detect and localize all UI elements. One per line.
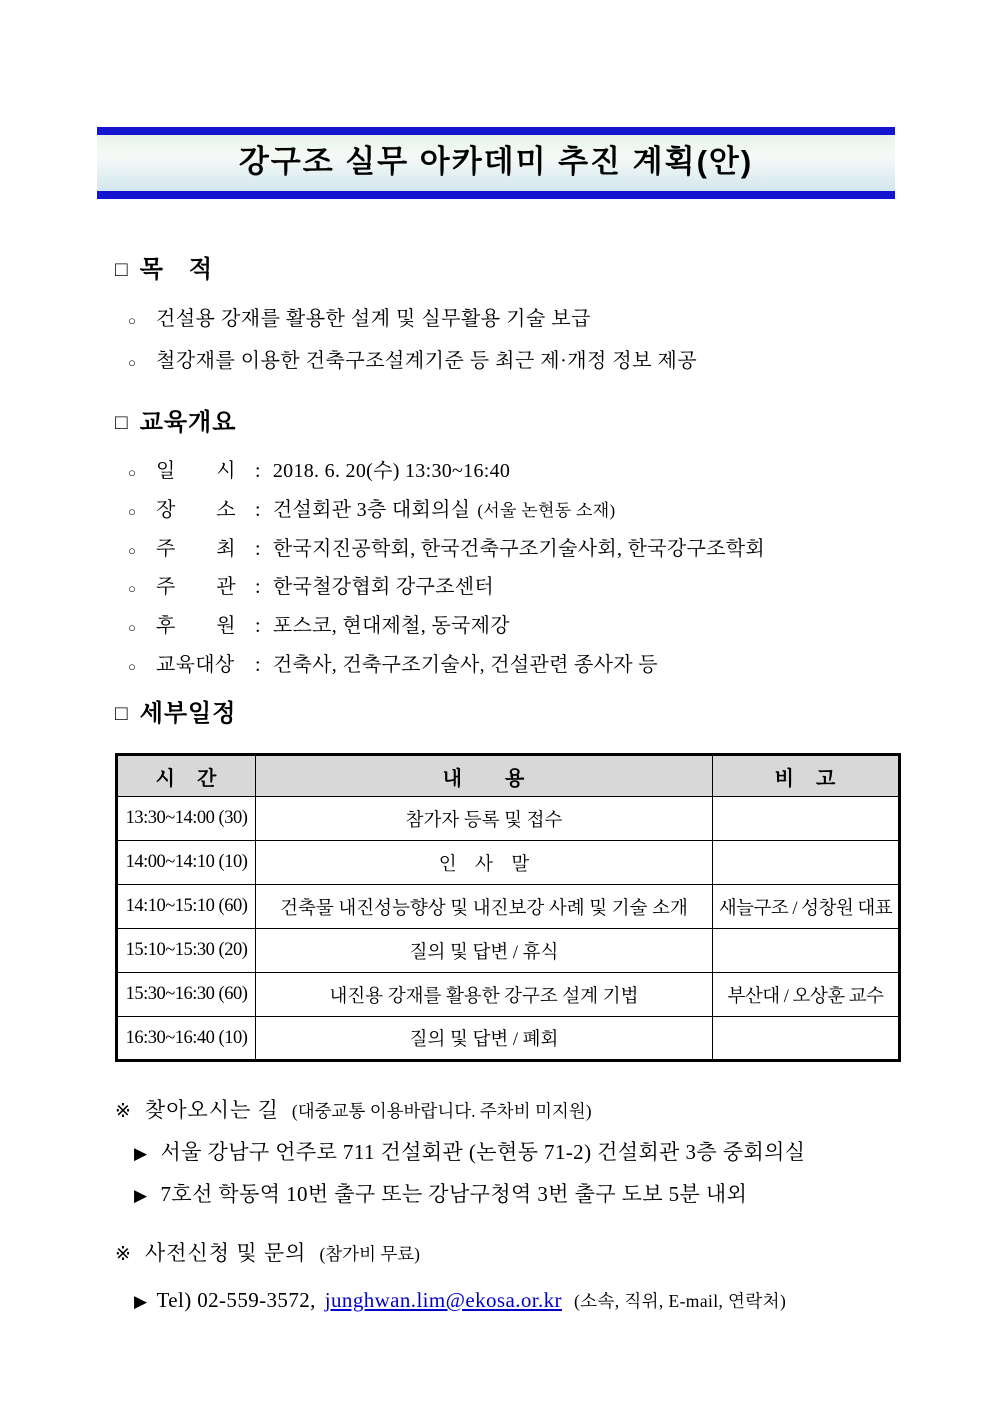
contact-suffix: (소속, 직위, E-mail, 연락처): [573, 1291, 787, 1311]
overview-heading: [115, 407, 905, 439]
cell-time: 15:10~15:30 (20): [117, 929, 256, 973]
table-row: [117, 1017, 900, 1061]
cell-time: 14:00~14:10 (10): [117, 841, 256, 885]
overview-items: [115, 453, 905, 686]
overview-item: [115, 531, 905, 570]
cell-content: 인 사 말: [256, 841, 713, 885]
circle-bullet-icon: ○: [128, 313, 137, 328]
item-colon: :: [255, 576, 261, 599]
item-value: 2018. 6. 20(수) 13:30~16:40: [272, 460, 511, 482]
cell-content: 질의 및 답변 / 폐회: [256, 1017, 713, 1061]
item-value: 건설회관 3층 대회의실: [272, 498, 471, 521]
directions-section: [115, 1090, 945, 1216]
purpose-bullet: [115, 341, 905, 383]
directions-heading: 찾아오시는 길: [144, 1098, 279, 1122]
item-colon: :: [255, 537, 261, 560]
table-row: [117, 885, 900, 929]
cell-content: 질의 및 답변 / 휴식: [256, 929, 713, 973]
section-purpose: [115, 254, 905, 383]
directions-line-text: 7호선 학동역 10번 출구 또는 강남구청역 3번 출구 도보 5분 내외: [160, 1182, 748, 1206]
table-header-row: [117, 755, 900, 797]
purpose-heading: [115, 254, 905, 286]
schedule-heading: [115, 698, 905, 730]
item-colon: :: [255, 653, 261, 676]
schedule-heading-label: 세부일정: [139, 700, 237, 727]
purpose-bullet: [115, 299, 905, 341]
table-row: [117, 929, 900, 973]
section-schedule: [115, 698, 905, 1062]
circle-bullet-icon: ○: [128, 658, 137, 674]
item-value: 한국지진공학회, 한국건축구조기술사회, 한국강구조학회: [272, 537, 765, 560]
contact-note: (참가비 무료): [319, 1244, 420, 1264]
arrow-marker-icon: ▶: [134, 1292, 148, 1311]
circle-bullet-icon: ○: [128, 355, 137, 370]
cell-note: [713, 929, 900, 973]
item-value: 건축사, 건축구조기술사, 건설관련 종사자 등: [272, 653, 658, 676]
email-link[interactable]: junghwan.lim@ekosa.or.kr: [324, 1288, 562, 1312]
bullet-text: 건설용 강재를 활용한 설계 및 실무활용 기술 보급: [156, 308, 591, 330]
cell-note: 부산대 / 오상훈 교수: [713, 973, 900, 1017]
cell-time: 15:30~16:30 (60): [117, 973, 256, 1017]
purpose-heading-label: 목 적: [139, 256, 214, 283]
overview-item: [115, 569, 905, 608]
bullet-text: 철강재를 이용한 건축구조설계기준 등 최근 제·개정 정보 제공: [156, 350, 698, 372]
cell-time: 14:10~15:10 (60): [117, 885, 256, 929]
reference-marker-icon: ※: [115, 1101, 132, 1122]
item-label: 후 원: [156, 615, 236, 638]
item-label: 장 소: [156, 498, 236, 521]
item-label: 주 관: [156, 576, 236, 599]
column-header-content: 내 용: [256, 755, 713, 797]
cell-note: [713, 841, 900, 885]
column-header-note: 비 고: [713, 755, 900, 797]
directions-line: [115, 1132, 945, 1174]
directions-line: [115, 1174, 945, 1216]
circle-bullet-icon: ○: [128, 503, 137, 519]
circle-bullet-icon: ○: [128, 465, 137, 480]
column-header-time: 시 간: [117, 755, 256, 797]
contact-tel-line: [115, 1280, 945, 1322]
directions-line-text: 서울 강남구 언주로 711 건설회관 (논현동 71-2) 건설회관 3층 중회의실: [160, 1140, 806, 1164]
arrow-marker-icon: ▶: [134, 1186, 148, 1205]
schedule-table: [115, 753, 901, 1062]
cell-note: [713, 797, 900, 841]
item-colon: :: [255, 615, 261, 638]
item-note: (서울 논현동 소재): [477, 500, 616, 520]
page-title: 강구조 실무 아카데미 추진 계획(안): [238, 144, 754, 179]
square-marker-icon: □: [115, 258, 129, 281]
overview-item: [115, 492, 905, 531]
table-row: [117, 797, 900, 841]
table-row: [117, 973, 900, 1017]
cell-content: 내진용 강재를 활용한 강구조 설계 기법: [256, 973, 713, 1017]
cell-content: 건축물 내진성능향상 및 내진보강 사례 및 기술 소개: [256, 885, 713, 929]
contact-heading: 사전신청 및 문의: [144, 1241, 307, 1265]
contact-heading-line: [115, 1233, 945, 1275]
cell-time: 13:30~14:00 (30): [117, 797, 256, 841]
arrow-marker-icon: ▶: [134, 1144, 148, 1163]
overview-item: [115, 453, 905, 492]
directions-note: (대중교통 이용바랍니다. 주차비 미지원): [291, 1101, 592, 1121]
cell-content: 참가자 등록 및 접수: [256, 797, 713, 841]
circle-bullet-icon: ○: [128, 581, 137, 597]
item-colon: :: [255, 460, 261, 482]
square-marker-icon: □: [115, 702, 129, 725]
section-overview: [115, 407, 905, 686]
overview-heading-label: 교육개요: [139, 409, 237, 436]
title-banner: [97, 127, 895, 199]
directions-heading-line: [115, 1090, 945, 1132]
item-colon: :: [255, 498, 261, 521]
circle-bullet-icon: ○: [128, 620, 137, 636]
square-marker-icon: □: [115, 411, 129, 434]
circle-bullet-icon: ○: [128, 542, 137, 558]
table-row: [117, 841, 900, 885]
tel-number: Tel) 02-559-3572,: [156, 1288, 316, 1312]
reference-marker-icon: ※: [115, 1244, 132, 1265]
item-value: 한국철강협회 강구조센터: [272, 576, 494, 599]
item-label: 교육대상: [156, 653, 235, 676]
overview-item: [115, 608, 905, 647]
contact-section: [115, 1233, 945, 1322]
overview-item: [115, 647, 905, 686]
item-label: 주 최: [156, 537, 236, 560]
cell-note: [713, 1017, 900, 1061]
cell-note: 새늘구조 / 성창원 대표: [713, 885, 900, 929]
item-label: 일 시: [156, 460, 236, 482]
item-value: 포스코, 현대제철, 동국제강: [272, 615, 510, 638]
cell-time: 16:30~16:40 (10): [117, 1017, 256, 1061]
purpose-bullets: [115, 299, 905, 383]
